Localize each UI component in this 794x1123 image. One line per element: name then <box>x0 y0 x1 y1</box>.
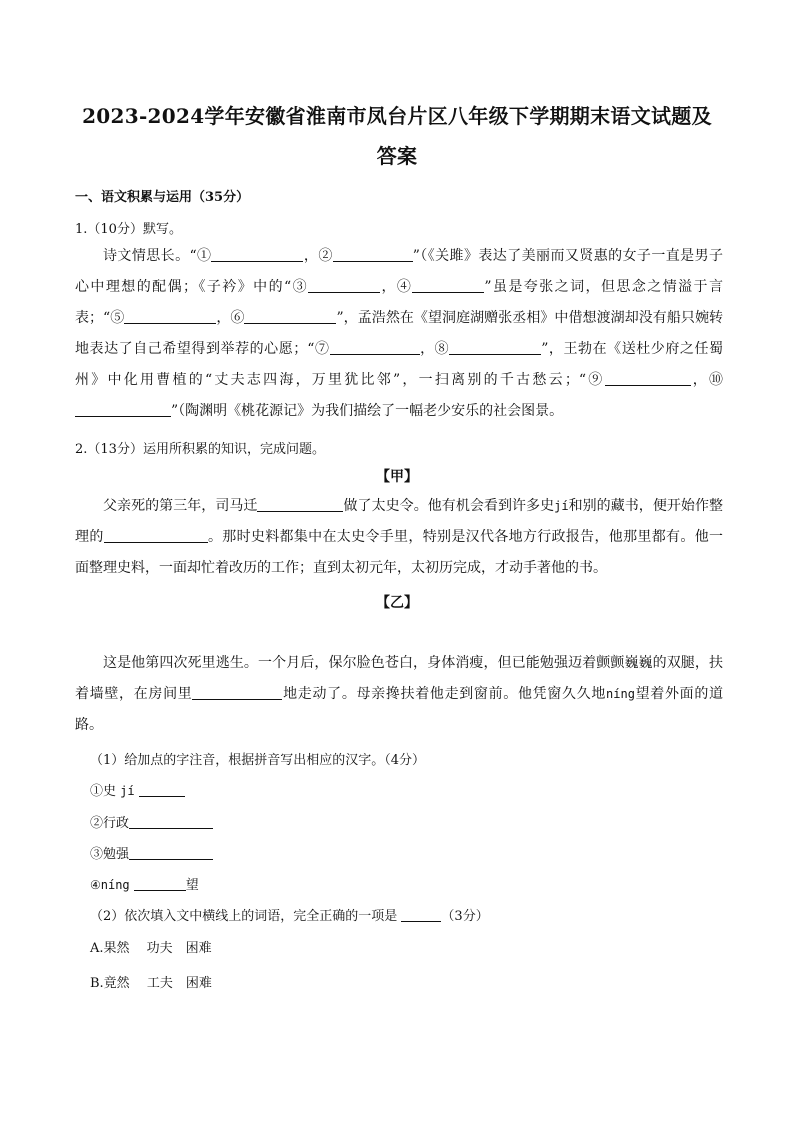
passage-yi-heading: 【乙】 <box>376 595 418 611</box>
blank-1[interactable] <box>211 246 303 262</box>
q1-text-1: 诗文情思长。“① <box>103 248 212 264</box>
q1-text-3: ”（《关雎》表达了美丽而又贤惠的女子一直是男子心中理想的配偶；《子衿》中的“③ <box>75 248 724 295</box>
blank-4[interactable] <box>412 277 484 293</box>
blank-6[interactable] <box>244 308 336 324</box>
item-4-char: 望 <box>185 878 199 893</box>
yi-text-3: 望着外面的道路。 <box>75 686 724 733</box>
item-2-blank[interactable] <box>129 813 213 829</box>
q1-text-6: ，⑥ <box>216 310 245 326</box>
sub-question-1: （1）给加点的字注音，根据拼音写出相应的汉字。（4分） <box>90 753 426 768</box>
blank-3[interactable] <box>308 277 380 293</box>
section-heading: 一、语文积累与运用（35分） <box>75 190 250 205</box>
jia-text-3: 和别的藏书，便开始作整理的 <box>75 498 724 545</box>
item-4-blank[interactable] <box>134 875 186 891</box>
blank-2[interactable] <box>333 246 413 262</box>
item-4 <box>90 874 199 893</box>
q1-text-10: ，⑩ <box>690 372 723 388</box>
blank-jia-1[interactable] <box>257 496 343 512</box>
option-a[interactable]: A.果然 功夫 困难 <box>90 941 212 956</box>
item-1-pinyin: jí <box>120 784 135 798</box>
q1-text-8: ，⑧ <box>419 341 450 357</box>
question-2-label: 2.（13分）运用所积累的知识，完成问题。 <box>75 442 325 457</box>
option-b[interactable]: B.竟然 工夫 困难 <box>90 976 212 991</box>
q1-text-2: ，② <box>303 248 333 264</box>
item-3-blank[interactable] <box>129 844 213 860</box>
q1-text-11: ”（陶渊明《桃花源记》为我们描绘了一幅老少安乐的社会图景。 <box>171 403 564 419</box>
blank-10[interactable] <box>75 401 171 417</box>
q1-text-5: ”虽是夸张之词，但思念之情溢于言表；“⑤ <box>75 279 723 326</box>
item-1-blank[interactable] <box>139 781 185 797</box>
item-1 <box>90 780 185 799</box>
sub-question-2-score: （3分） <box>441 909 489 924</box>
item-1-label: ①史 <box>90 784 117 799</box>
document-title-line1: 2023-2024学年安徽省淮南市凤台片区八年级下学期期末语文试题及 <box>82 104 712 128</box>
blank-5[interactable] <box>124 308 216 324</box>
pinyin-ning: níng <box>606 687 635 701</box>
yi-text-1: 这是他第四次死里逃生。一个月后，保尔脸色苍白，身体消瘦，但已能勉强迈着颤颤巍巍的双腿，扶着墙壁，在房间里 <box>75 655 723 702</box>
blank-9[interactable] <box>605 370 691 386</box>
q1-text-4: ，④ <box>380 279 413 295</box>
sub-question-2-blank[interactable] <box>401 906 441 922</box>
item-3-label: ③勉强 <box>90 847 130 862</box>
passage-jia <box>75 491 723 584</box>
question-1-label: 1.（10分）默写。 <box>75 222 182 237</box>
sub-question-2 <box>90 905 489 924</box>
passage-yi <box>75 648 723 741</box>
item-2-label: ②行政 <box>90 816 130 831</box>
yi-text-2: 地走动了。母亲搀扶着他走到窗前。他凭窗久久地 <box>282 686 607 702</box>
q1-text-9: ”，王勃在《送杜少府之任蜀州》中化用曹植的“丈夫志四海，万里犹比邻”，一扫离别的千古愁云；“⑨ <box>75 341 724 388</box>
q1-text-7: ”，孟浩然在《望洞庭湖赠张丞相》中借想渡湖却没有船只婉转地表达了自己希望得到举荐的心愿；“⑦ <box>75 310 723 357</box>
blank-yi-1[interactable] <box>192 684 282 700</box>
jia-text-1: 父亲死的第三年，司马迁 <box>103 498 258 514</box>
sub-question-2-text: （2）依次填入文中横线上的词语，完全正确的一项是 <box>90 909 398 924</box>
blank-8[interactable] <box>449 339 541 355</box>
jia-text-2: 做了太史令。他有机会看到许多史 <box>343 498 555 514</box>
document-title-line2: 答案 <box>376 144 418 168</box>
blank-7[interactable] <box>330 339 420 355</box>
item-2 <box>90 812 213 831</box>
passage-jia-heading: 【甲】 <box>376 469 418 485</box>
blank-jia-2[interactable] <box>104 527 208 543</box>
item-3 <box>90 843 213 862</box>
jia-text-4: 。那时史料都集中在太史令手里，特别是汉代各地方行政报告，他那里都有。他一面整理史料，一面却忙着改历的工作；直到太初元年，太初历完成，才动手著他的书。 <box>75 529 724 576</box>
question-1-body <box>75 241 723 427</box>
pinyin-ji: jí <box>554 499 569 513</box>
item-4-pinyin: ④níng <box>90 878 130 892</box>
